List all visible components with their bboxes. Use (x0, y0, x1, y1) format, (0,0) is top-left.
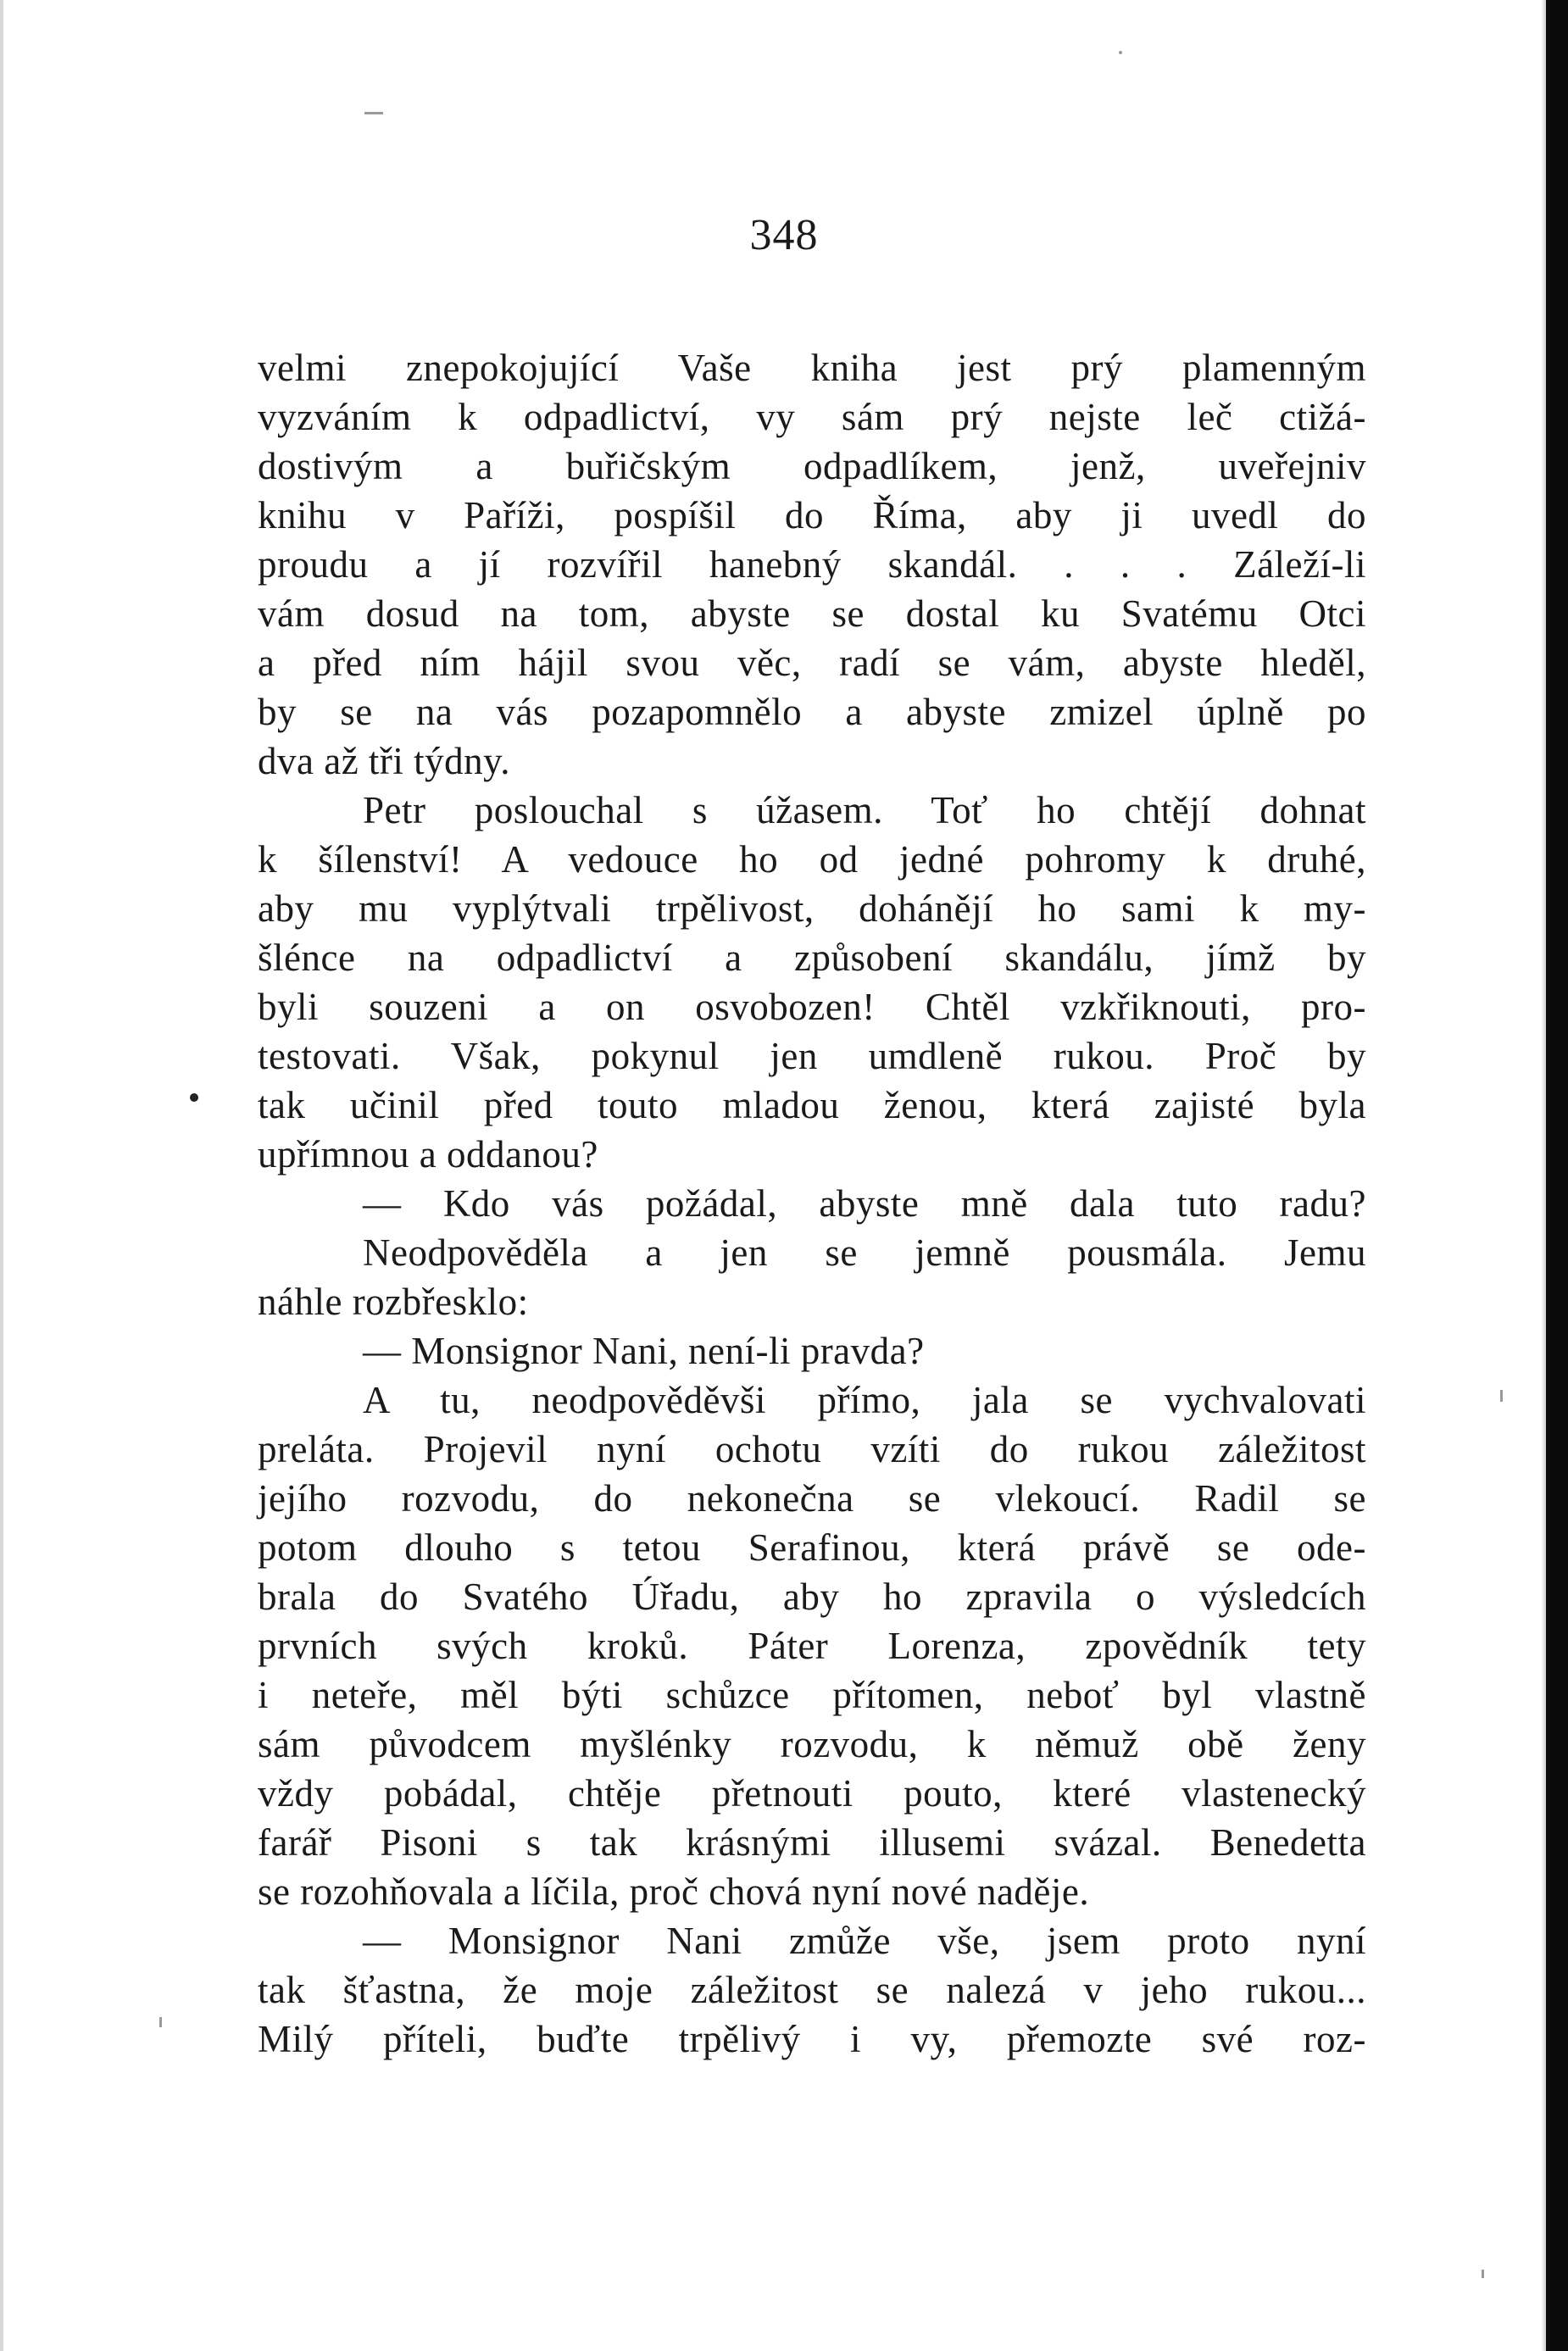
text-line: sám původcem myšlénky rozvodu, k němuž obě ženy (258, 1723, 1366, 1765)
text-line: knihu v Paříži, pospíšil do Říma, aby ji uvedl do (258, 494, 1366, 536)
text-line: Milý příteli, buďte trpělivý i vy, přemozte své roz- (258, 2018, 1366, 2060)
text-line: by se na vás pozapomnělo a abyste zmizel úplně po (258, 691, 1366, 733)
text-line: jejího rozvodu, do nekonečna se vlekoucí. Radil se (258, 1477, 1366, 1520)
text-line: farář Pisoni s tak krásnými illusemi svázal. Benedetta (258, 1821, 1366, 1864)
text-line: k šílenství! A vedouce ho od jedné pohromy k druhé, (258, 838, 1366, 881)
text-line: brala do Svatého Úřadu, aby ho zpravila o výsledcích (258, 1576, 1366, 1618)
text-line: A tu, neodpověděvši přímo, jala se vychvalovati (363, 1379, 1366, 1421)
text-line: a před ním hájil svou věc, radí se vám, abyste hleděl, (258, 642, 1366, 684)
scan-left-edge (0, 0, 3, 2351)
text-line: — Kdo vás požádal, abyste mně dala tuto radu? (363, 1182, 1366, 1225)
scan-right-border (1546, 0, 1568, 2351)
text-line: — Monsignor Nani zmůže vše, jsem proto nyní (363, 1920, 1366, 1962)
text-line: proudu a jí rozvířil hanebný skandál. . . . Záleží-li (258, 543, 1366, 586)
text-line: Petr poslouchal s úžasem. Toť ho chtějí dohnat (363, 789, 1366, 831)
body-text (258, 343, 1366, 2064)
text-line: šlénce na odpadlictví a způsobení skandálu, jímž by (258, 937, 1366, 979)
text-line: vždy pobádal, chtěje přetnouti pouto, které vlastenecký (258, 1772, 1366, 1815)
margin-mark (190, 1093, 198, 1102)
page-number: 348 (749, 211, 819, 259)
scan-speck (1119, 51, 1122, 54)
scan-speck (1482, 2270, 1484, 2278)
text-line: aby mu vyplýtvali trpělivost, dohánějí ho sami k my- (258, 887, 1366, 930)
text-line: náhle rozbřesklo: (258, 1281, 529, 1323)
text-line: testovati. Však, pokynul jen umdleně rukou. Proč by (258, 1035, 1366, 1077)
text-line: tak šťastna, že moje záležitost se nalezá v jeho rukou... (258, 1969, 1366, 2011)
scan-speck (159, 2017, 162, 2027)
text-line: vyzváním k odpadlictví, vy sám prý nejste leč ctižá- (258, 396, 1366, 438)
text-line: prvních svých kroků. Páter Lorenza, zpovědník tety (258, 1625, 1366, 1667)
text-line: tak učinil před touto mladou ženou, která zajisté byla (258, 1084, 1366, 1126)
text-line: dva až tři týdny. (258, 740, 510, 782)
scan-speck (364, 112, 383, 114)
text-line: vám dosud na tom, abyste se dostal ku Svatému Otci (258, 592, 1366, 635)
text-line: dostivým a buřičským odpadlíkem, jenž, uveřejniv (258, 445, 1366, 487)
scan-speck (1500, 1390, 1503, 1402)
text-line: se rozohňovala a líčila, proč chová nyní nové naděje. (258, 1870, 1090, 1913)
text-line: preláta. Projevil nyní ochotu vzíti do rukou záležitost (258, 1428, 1366, 1470)
text-line: i neteře, měl býti schůzce přítomen, neboť byl vlastně (258, 1674, 1366, 1716)
text-line: upřímnou a oddanou? (258, 1133, 598, 1176)
text-line: byli souzeni a on osvobozen! Chtěl vzkřiknouti, pro- (258, 986, 1366, 1028)
text-line: Neodpověděla a jen se jemně pousmála. Jemu (363, 1231, 1366, 1274)
text-line: potom dlouho s tetou Serafinou, která právě se ode- (258, 1526, 1366, 1569)
text-line: velmi znepokojující Vaše kniha jest prý plamenným (258, 347, 1366, 389)
text-line: — Monsignor Nani, není-li pravda? (363, 1330, 925, 1372)
